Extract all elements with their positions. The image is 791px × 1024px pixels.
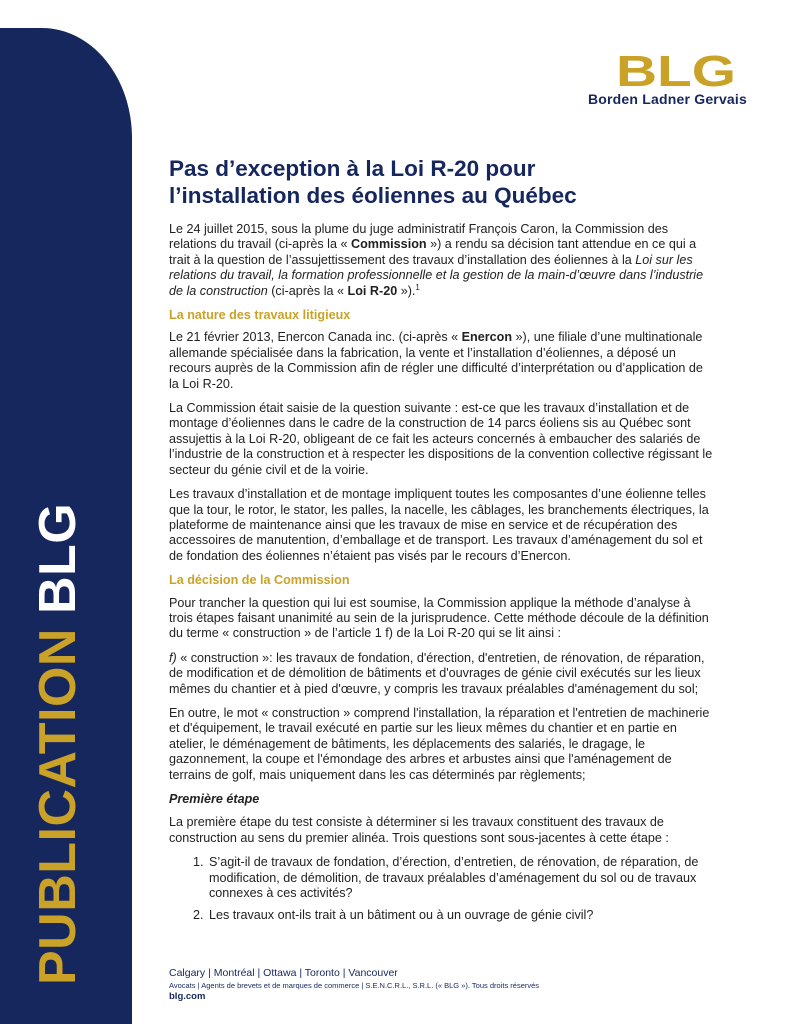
intro-text-4: »).	[397, 283, 416, 298]
intro-text-3: (ci-après la «	[267, 283, 348, 298]
page-title	[169, 155, 714, 209]
step-heading-premiere: Première étape	[169, 792, 260, 806]
intro-text-1: Le 24 juillet 2015, sous la plume du juge administratif François Caron, la Commission des relations du travail (ci-après la «	[169, 222, 669, 252]
definition-quote-1	[169, 651, 714, 697]
step1-paragraph: La première étape du test consiste à déterminer si les travaux constituent des travaux de construction au sens du premier alinéa. Trois questions sont sous-jacentes à cette étape :	[169, 815, 669, 845]
article-body	[169, 155, 714, 931]
section1-paragraph-2: La Commission était saisie de la question suivante : est-ce que les travaux d’installation et de montage d’éoliennes dans le cadre de la construction de 14 parcs éoliens sis au Québec sont assujettis à la Loi R-20, obligeant de ce fait les acteurs concernés à embaucher des salariés de l’industrie de la construction et à respecter les dispositions de la convention collective régissant le secteur du génie civil et de la voirie.	[169, 401, 713, 477]
footer-cities: Calgary | Montréal | Ottawa | Toronto | Vancouver	[169, 967, 398, 979]
footnote-marker: 1	[415, 282, 420, 292]
quote-1-text: « construction »: les travaux de fondation, d'érection, d'entretien, de rénovation, de réparation, de modification et de démolition de bâtiments et d'ouvrages de génie civil exécutés sur les lieux mêmes du chantier et à pied d'œuvre, y compris les travaux préalables d'aménagement du sol;	[169, 650, 705, 696]
intro-term-loi-r20: Loi R-20	[347, 283, 398, 298]
list-item: 1. S’agit-il de travaux de fondation, d’érection, d’entretien, de rénovation, de réparation, de modification, de démolition, de travaux préalables d’aménagement du sol ou de travaux connexes à ces activités?	[207, 855, 714, 901]
sidebar-label-blg: BLG	[29, 502, 87, 615]
s1p1-text-1: Le 21 février 2013, Enercon Canada inc. (ci-après «	[169, 330, 462, 345]
intro-term-commission: Commission	[351, 237, 427, 252]
quote-label: f)	[169, 650, 177, 665]
blg-logo-letters: BLG	[616, 52, 736, 92]
section1-paragraph-1	[169, 330, 714, 392]
list-item: 2. Les travaux ont-ils trait à un bâtiment ou à un ouvrage de génie civil?	[207, 908, 714, 923]
section-heading-nature: La nature des travaux litigieux	[169, 308, 351, 323]
step1-question-list	[169, 855, 714, 924]
sidebar-vertical-label	[18, 503, 98, 985]
section2-paragraph-1: Pour trancher la question qui lui est soumise, la Commission applique la méthode d’analyse à trois étapes faisant unanimité au sein de la jurisprudence. Cette méthode découle de la définition du terme « construction » de l’article 1 f) de la Loi R-20 qui se lit ainsi :	[169, 595, 709, 641]
page-title-line-2: l’installation des éoliennes au Québec	[169, 183, 577, 208]
footer-legal: Avocats | Agents de brevets et de marques de commerce | S.E.N.C.R.L., S.R.L. (« BLG »). Tous droits réservés	[169, 981, 540, 990]
intro-paragraph	[169, 222, 714, 299]
section-heading-decision: La décision de la Commission	[169, 573, 350, 588]
intro-law-title: Loi sur les relations du travail, la formation professionnelle et la gestion de la main-d’œuvre dans l’industrie de la construction	[169, 252, 704, 298]
definition-quote-2: En outre, le mot « construction » comprend l'installation, la réparation et l'entretien de machinerie et d'équipement, le travail exécuté en partie sur les lieux mêmes du chantier et en partie en atelier, le déménagement de bâtiments, les déplacements des salariés, le dragage, le gazonnement, la coupe et l'émondage des arbres et arbustes ainsi que l'aménagement de terrains de golf, mais uniquement dans les cas déterminés par règlements;	[169, 705, 710, 782]
footer-website-link[interactable]: blg.com	[169, 991, 206, 1002]
page-title-line-1: Pas d’exception à la Loi R-20 pour	[169, 156, 536, 181]
footer	[169, 966, 729, 1003]
firm-name: Borden Ladner Gervais	[587, 91, 747, 107]
blg-logo-mark	[601, 52, 751, 92]
sidebar-label-publication: PUBLICATION	[29, 628, 87, 985]
s1p1-term-enercon: Enercon	[461, 330, 513, 345]
s1p1-text-2: »), une filiale d’une multinationale allemande spécialisée dans la fabrication, la vente et l’installation d’éoliennes, a déposé un recours auprès de la Commission afin de régler une difficulté d’interprétation ou d’application de la Loi R-20.	[169, 330, 703, 391]
intro-text-2: ») a rendu sa décision tant attendue en ce qui a trait à la question de l’assujettissement des travaux d’installation des éoliennes à la	[169, 237, 697, 267]
section1-paragraph-3: Les travaux d’installation et de montage impliquent toutes les composantes d’une éolienne telles que la tour, le rotor, le stator, les palles, la nacelle, les câblages, les branchements électriques, la plateforme de maintenance ainsi que les travaux de mise en service et de récupération des accessoires de manutention, d’emballage et de transport. Les travaux d’aménagement du sol et de fondation des éoliennes n’étaient pas visés par le recours d’Enercon.	[169, 487, 709, 563]
